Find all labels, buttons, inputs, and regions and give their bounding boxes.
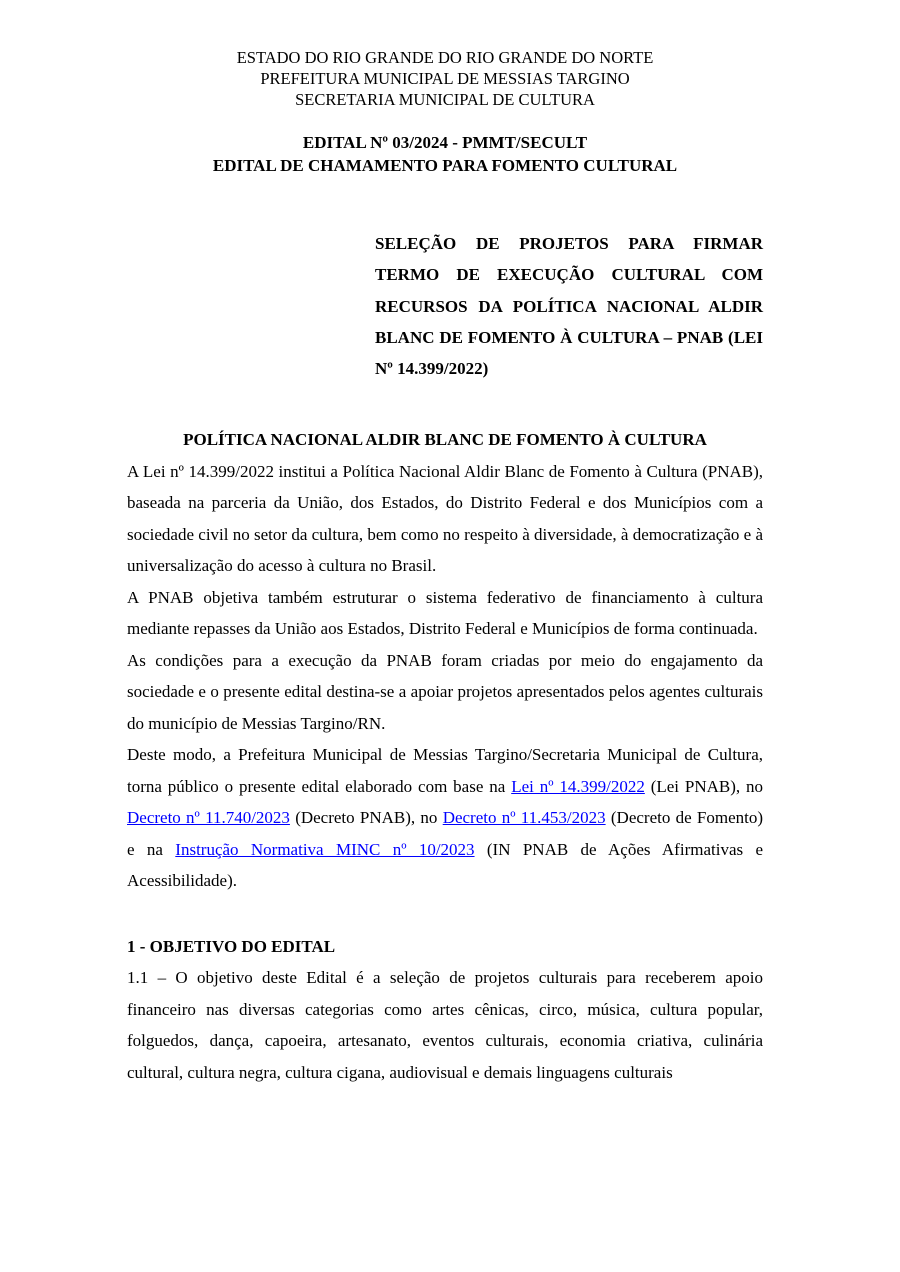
objective-section-heading: 1 - OBJETIVO DO EDITAL <box>127 936 336 956</box>
pnab-paragraph-3: As condições para a execução da PNAB foram criadas por meio do engajamento da sociedade e o presente edital destina-se a apoiar projetos apresentados pelos agentes culturais do município de Messias Targino/RN. <box>127 650 763 733</box>
org-header <box>127 47 763 110</box>
paragraph-text-segment: Deste modo, a Prefeitura Municipal de Messias Targino/Secretaria Municipal de Cultura, torna público o presente edital elaborado com base na <box>127 745 763 796</box>
paragraph-text-segment: (Decreto de Fomento) e na <box>127 808 764 859</box>
document-title <box>127 131 763 177</box>
legal-reference-link[interactable]: Lei nº 14.399/2022 <box>511 776 645 796</box>
document-title-subject: EDITAL DE CHAMAMENTO PARA FOMENTO CULTURAL <box>212 156 678 175</box>
pnab-paragraph-1: A Lei nº 14.399/2022 institui a Política Nacional Aldir Blanc de Fomento à Cultura (PNAB), baseada na parceria da União, dos Estados, do Distrito Federal e dos Municípios com a sociedade civil no setor da cultura, bem como no respeito à diversidade, à democratização e à universalização do acesso à cultura no Brasil. <box>127 461 763 576</box>
legal-reference-link[interactable]: Instrução Normativa MINC nº 10/2023 <box>175 839 475 859</box>
paragraph-text-segment: (Lei PNAB), no <box>644 776 764 796</box>
epigraph-block: SELEÇÃO DE PROJETOS PARA FIRMAR TERMO DE EXECUÇÃO CULTURAL COM RECURSOS DA POLÍTICA NACIONAL ALDIR BLANC DE FOMENTO À CULTURA – PNAB (LEI Nº 14.399/2022) <box>375 234 763 379</box>
document-content <box>127 47 763 1088</box>
legal-reference-link[interactable]: Decreto nº 11.740/2023 <box>127 808 290 828</box>
org-header-line-municipality: PREFEITURA MUNICIPAL DE MESSIAS TARGINO <box>260 69 630 88</box>
objective-paragraph-1: 1.1 – O objetivo deste Edital é a seleção de projetos culturais para receberem apoio financeiro nas diversas categorias como artes cênicas, circo, música, cultura popular, folguedos, dança, capoeira, artesanato, eventos culturais, economia criativa, culinária cultural, cultura negra, cultura cigana, audiovisual e demais linguagens culturais <box>127 968 763 1082</box>
legal-reference-link[interactable]: Decreto nº 11.453/2023 <box>442 808 606 828</box>
org-header-line-state: ESTADO DO RIO GRANDE DO RIO GRANDE DO NORTE <box>236 48 654 67</box>
pnab-section-heading: POLÍTICA NACIONAL ALDIR BLANC DE FOMENTO À CULTURA <box>183 430 707 450</box>
pnab-legal-paragraph <box>127 739 763 897</box>
org-header-line-secretariat: SECRETARIA MUNICIPAL DE CULTURA <box>295 90 595 109</box>
pnab-paragraph-2: A PNAB objetiva também estruturar o sistema federativo de financiamento à cultura mediante repasses da União aos Estados, Distrito Federal e Municípios de forma continuada. <box>127 587 763 639</box>
paragraph-text-segment: (Decreto PNAB), no <box>289 808 443 828</box>
document-title-number: EDITAL Nº 03/2024 - PMMT/SECULT <box>302 133 588 152</box>
paragraph-text-segment: (IN PNAB de Ações Afirmativas e Acessibilidade). <box>127 839 763 891</box>
